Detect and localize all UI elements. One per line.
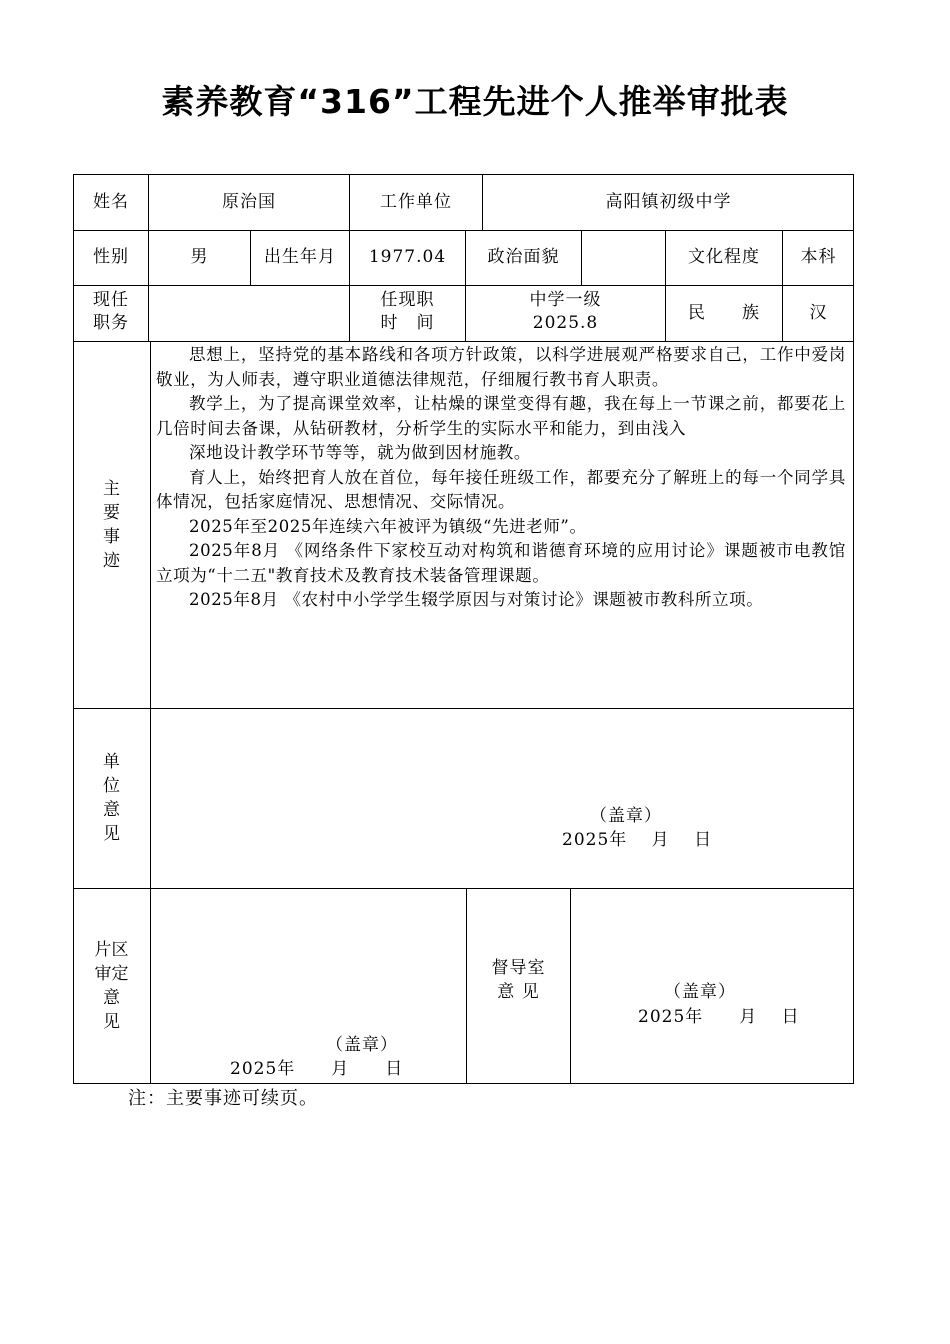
row-divider xyxy=(73,285,854,286)
tenure-label xyxy=(350,289,465,335)
unit-opinion-label xyxy=(73,750,150,846)
gender-value: 男 xyxy=(190,247,209,267)
unit-opinion-label-char: 意 xyxy=(103,800,120,820)
deeds-label-char: 事 xyxy=(103,527,120,547)
deeds-paragraph: 2025年8月 《农村中小学学生辍学原因与对策讨论》课题被市教科所立项。 xyxy=(189,590,764,609)
education-label: 文化程度 xyxy=(688,247,760,267)
supervision-date: 2025年 月 日 xyxy=(638,1007,800,1027)
district-label-line: 见 xyxy=(103,1012,120,1032)
tenure-title: 中学一级 xyxy=(529,290,602,310)
unit-opinion-label-char: 见 xyxy=(103,824,120,844)
deeds-paragraph: 教学上，为了提高课堂效率，让枯燥的课堂变得有趣，我在每上一节课之前，都要花上几倍时间去备课，从钻研教材，分析学生的实际水平和能力，到由浅入 xyxy=(156,394,846,438)
ethnic-value: 汉 xyxy=(809,303,828,323)
name-label: 姓名 xyxy=(93,192,129,212)
tenure-date: 2025.8 xyxy=(532,313,599,333)
birth-label: 出生年月 xyxy=(264,247,336,267)
tenure-label-line2: 时 间 xyxy=(380,313,435,333)
deeds-paragraph: 育人上，始终把育人放在首位，每年接任班级工作，都要充分了解班上的每一个同学具体情况，包括家庭情况、思想情况、交际情况。 xyxy=(156,467,846,511)
district-label-line: 审定 xyxy=(94,964,129,984)
deeds-label-char: 迹 xyxy=(103,551,120,571)
supervision-label xyxy=(467,956,570,1004)
unit-opinion-seal: （盖章） xyxy=(590,806,662,826)
row-divider xyxy=(73,888,854,889)
deeds-paragraph: 2025年至2025年连续六年被评为镇级“先进老师”。 xyxy=(189,516,587,536)
tenure-value xyxy=(466,289,665,335)
form-title: 素养教育“316”工程先进个人推举审批表 xyxy=(161,82,789,121)
row-divider xyxy=(73,708,854,709)
col-divider xyxy=(150,341,151,1084)
position-label-line1: 现任 xyxy=(93,290,129,310)
position-label xyxy=(73,289,149,335)
deeds-label xyxy=(73,477,150,573)
deeds-paragraph: 深地设计教学环节等等，就为做到因材施教。 xyxy=(189,443,531,462)
birth-value: 1977.04 xyxy=(368,247,447,267)
district-seal: （盖章） xyxy=(326,1035,398,1055)
supervision-label-line2: 意 见 xyxy=(497,982,540,1002)
col-divider xyxy=(581,230,582,285)
footnote: 注：主要事迹可续页。 xyxy=(128,1088,318,1109)
gender-label: 性别 xyxy=(93,247,129,267)
deeds-content xyxy=(156,343,846,613)
position-label-line2: 职务 xyxy=(93,313,129,333)
district-date: 2025年 月 日 xyxy=(230,1059,404,1079)
deeds-paragraph: 思想上，坚持党的基本路线和各项方针政策，以科学进展观严格要求自己，工作中爱岗敬业，为人师表，遵守职业道德法律规范，仔细履行教书育人职责。 xyxy=(156,345,846,389)
col-divider xyxy=(570,888,571,1084)
unit-opinion-label-char: 位 xyxy=(103,776,120,796)
district-label-line: 意 xyxy=(103,988,120,1008)
education-value: 本科 xyxy=(800,247,837,267)
deeds-label-char: 要 xyxy=(103,503,120,523)
tenure-label-line1: 任现职 xyxy=(380,290,435,310)
row-divider xyxy=(73,230,854,231)
work-unit-label: 工作单位 xyxy=(380,192,452,212)
supervision-seal: （盖章） xyxy=(664,982,736,1002)
deeds-paragraph: 2025年8月 《网络条件下家校互动对构筑和谐德育环境的应用讨论》课题被市电教馆立项为“十二五"教育技术及教育技术装备管理课题。 xyxy=(156,541,846,585)
unit-opinion-label-char: 单 xyxy=(103,752,120,772)
work-unit-value: 高阳镇初级中学 xyxy=(605,192,732,212)
political-label: 政治面貌 xyxy=(487,247,560,267)
ethnic-label: 民 族 xyxy=(688,303,760,323)
deeds-label-char: 主 xyxy=(103,479,120,499)
unit-opinion-date: 2025年 月 日 xyxy=(562,830,713,850)
name-value: 原治国 xyxy=(222,192,276,212)
row-divider xyxy=(73,341,854,342)
supervision-label-line1: 督导室 xyxy=(491,958,546,978)
district-label xyxy=(73,938,150,1034)
district-label-line: 片区 xyxy=(94,940,129,960)
